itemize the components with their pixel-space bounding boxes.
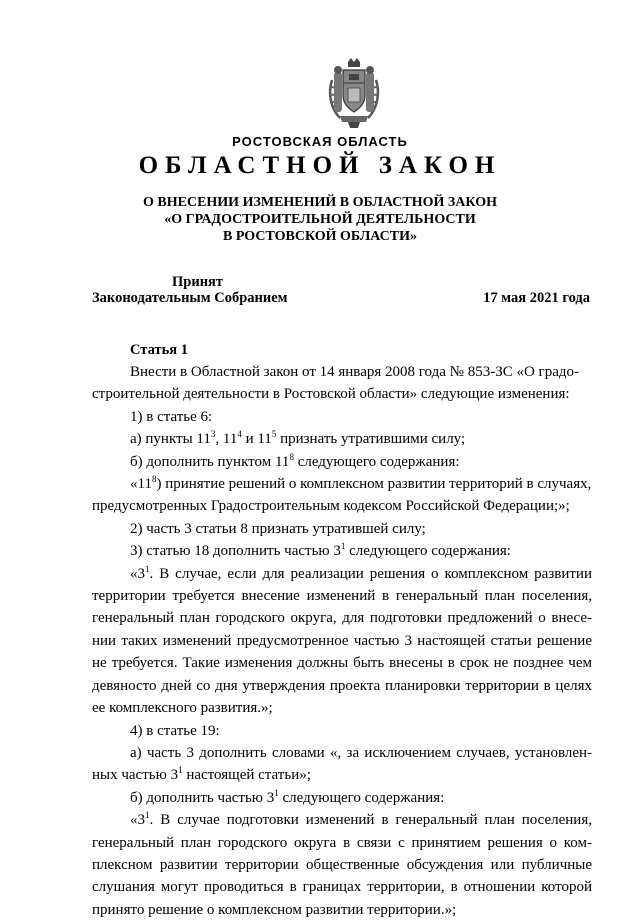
paragraph-line: предусмотренных Градостроительным кодексом Российской Федерации;»; [92,498,570,515]
paragraph-line: слушания могут проводиться в границах территории, в отношении которой [92,879,592,896]
adopted-label: Принят [172,274,224,290]
paragraph-line: «$11^8$) принятие решений о комплексном развитии территорий в случаях, [130,474,592,493]
paragraph-line: генеральный план городского округа, для подготовки предложений о внесе- [92,610,592,627]
paragraph-line: нии таких изменений предусмотренное частью 3 настоящей статьи решение [92,632,592,649]
adoption-date: 17 мая 2021 года [483,290,590,306]
adopted-by: Законодательным Собранием [92,290,288,306]
article-title: Статья 1 [130,342,188,358]
paragraph-line: принято решение о комплексном развитии территории.»; [92,901,457,918]
subtitle-line: В РОСТОВСКОЙ ОБЛАСТИ» [222,229,418,244]
paragraph-line: генеральный план городского округа в связи с принятием решения о ком- [92,834,592,851]
list-item: а) пункты $11^3$, $11^4$ и $11^5$ признать утратившими силу; [130,429,466,448]
list-item [92,742,592,787]
region-name: РОСТОВСКАЯ ОБЛАСТЬ [232,134,408,149]
paragraph-line: «$3^1$. В случае, если для реализации решения о комплексном развитии [130,563,592,582]
paragraph-line: девяносто дней со дня утверждения проекта планировки территории в целях [92,677,592,694]
coat-of-arms-icon [326,58,382,128]
document-subtitle [0,194,640,245]
paragraph-line: «$3^1$. В случае подготовки изменений в генеральный план поселения, [130,810,592,829]
list-item: б) дополнить пунктом $11^8$ следующего содержания: [130,451,460,470]
paragraph-line: Внести в Областной закон от 14 января 2008 года № 853-ЗС «О градо- [130,364,579,380]
paragraph-line: территории требуется внесение изменений в генеральный план поселения, [92,588,592,605]
paragraph-line: плексном развитии территории общественные обсуждения или публичные [92,856,592,873]
paragraph-line: ных частью $3^1$ настоящей статьи»; [92,765,311,784]
paragraph-line: строительной деятельности в Ростовской области» следующие изменения: [92,386,570,403]
quote-paragraph [92,809,592,921]
paragraph-line: ее комплексного развития.»; [92,700,273,717]
subtitle-line: О ВНЕСЕНИИ ИЗМЕНЕНИЙ В ОБЛАСТНОЙ ЗАКОН [143,195,497,210]
list-item: 3) статью 18 дополнить частью $3^1$ следующего содержания: [130,541,511,560]
paragraph-line: а) часть 3 дополнить словами «, за исключением случаев, установлен- [130,744,592,761]
subtitle-line: «О ГРАДОСТРОИТЕЛЬНОЙ ДЕЯТЕЛЬНОСТИ [164,212,476,227]
article-body [92,361,592,921]
list-item: 4) в статье 19: [130,722,220,739]
quote-paragraph [92,473,592,518]
quote-paragraph [92,563,592,720]
paragraph [92,361,592,406]
list-item: 1) в статье 6: [130,408,213,425]
document-title: ОБЛАСТНОЙ ЗАКОН [138,152,502,179]
list-item: б) дополнить частью $3^1$ следующего содержания: [130,787,445,806]
list-item: 2) часть 3 статьи 8 признать утратившей силу; [130,520,426,537]
paragraph-line: не требуется. Такие изменения должны быть внесены в срок не позднее чем [92,655,592,672]
